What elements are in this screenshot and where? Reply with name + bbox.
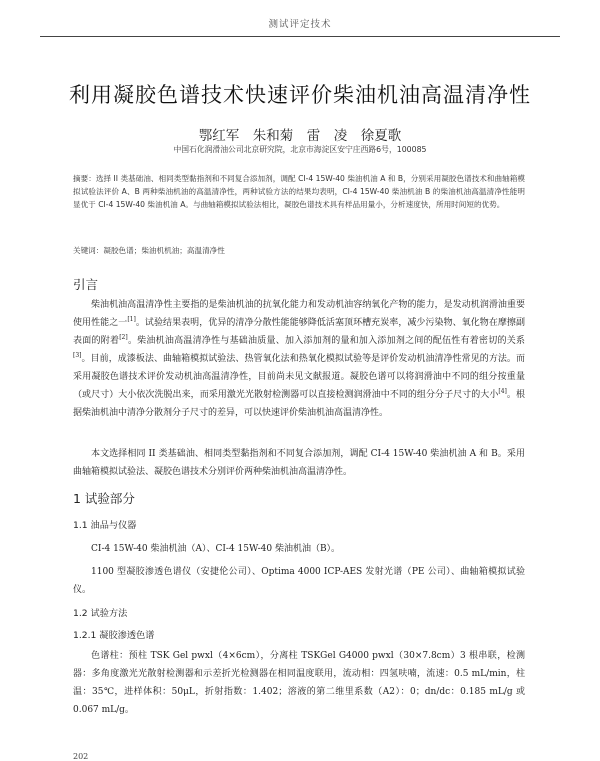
page-number: 202 bbox=[73, 752, 89, 761]
paper-title: 利用凝胶色谱技术快速评价柴油机油高温清净性 bbox=[69, 83, 531, 107]
keywords: 关键词：凝胶色谱；柴油机机油；高温清净性 bbox=[73, 246, 225, 255]
s11-paragraph-1: CI-4 15W-40 柴油机油（A）、CI-4 15W-40 柴油机油（B）。 bbox=[91, 544, 341, 554]
intro-paragraph-2: 本文选择相同 II 类基础油、相同类型黏指剂和不同复合添加剂，调配 CI-4 15W-40 柴油机油 A 和 B。采用曲轴箱模拟试验法、凝胶色谱技术分别评价两种柴油机油高温清净性。 bbox=[73, 449, 525, 477]
intro-p1-text-c: 。柴油机油高温清净性与基础油质量、加入添加剂的量和加入添加剂之间的配伍性有着密切的关系 bbox=[127, 336, 525, 346]
section-heading-1: 1 试验部分 bbox=[73, 491, 135, 506]
s11-paragraph-2: 1100 型凝胶渗透色谱仪（安捷伦公司）、Optima 4000 ICP-AES 发射光谱（PE 公司）、曲轴箱模拟试验仪。 bbox=[73, 567, 525, 595]
author-list: 鄂红军 朱和菊 雷 凌 徐夏歌 bbox=[198, 128, 402, 144]
citation-ref-4: [4] bbox=[498, 388, 507, 395]
citation-ref-3: [3] bbox=[73, 352, 82, 359]
affiliation: 中国石化润滑油公司北京研究院，北京市海淀区安宁庄西路6号，100085 bbox=[173, 145, 427, 154]
running-header: 测试评定技术 bbox=[40, 10, 560, 37]
abstract: 摘要：选择 II 类基础油、相同类型黏指剂和不同复合添加剂，调配 CI-4 15W-40 柴油机油 A 和 B，分别采用凝胶色谱技术和曲轴箱模拟试验法评价 A、B 两种柴油机油的高温清净性，两种试验方法的结果均表明，CI-4 15W-40 柴油机油 B 的柴油机油高温清净性能明显优于 CI-4 15W-40 柴油机油 A。与曲轴箱模拟试验法相比，凝胶色谱技术具有样品用量小，分析速度快，所用时间短的优势。 bbox=[73, 174, 525, 209]
section-heading-1-2: 1.2 试验方法 bbox=[73, 608, 128, 619]
section-heading-1-2-1: 1.2.1 凝胶渗透色谱 bbox=[73, 630, 155, 641]
intro-paragraph-1 bbox=[73, 296, 525, 422]
intro-p1-text-d: 。目前，成漆板法、曲轴箱模拟试验法、热管氧化法和热氧化模拟试验等是评价发动机油清净性常见的方法。而采用凝胶色谱技术评价发动机油高温清净性，目前尚未见文献报道。凝胶色谱可以将润滑油中不同的组分按重量（或尺寸）大小依次洗脱出来，而采用激光光散射检测器可以直接检测润滑油中不同的组分分子尺寸的大小 bbox=[73, 354, 525, 400]
s121-paragraph-1: 色谱柱：预柱 TSK Gel pwxl（4×6cm），分离柱 TSKGel G4000 pwxl（30×7.8cm）3 根串联，检测器：多角度激光光散射检测器和示差折光检测器在相同温度联用，流动相：四氢呋喃，流速：0.5 mL/min，柱温：35℃，进样体积：50μL，折射指数：1.402；溶液的第二维里系数（A2）：0；dn/dc：0.185 mL/g 或 0.067 mL/g。 bbox=[73, 651, 525, 715]
intro-p1-text-e: 。根据柴油机油中清净分散剂分子尺寸的差异，可以快速评价柴油机油高温清净性。 bbox=[73, 390, 525, 418]
section-heading-1-1: 1.1 油品与仪器 bbox=[73, 520, 137, 531]
intro-p1-text-b: 。试验结果表明，优异的清净分散性能能够降低活塞顶环槽充炭率，减少污染物、氧化物在摩擦副表面的附着 bbox=[73, 318, 525, 346]
citation-ref-1: [1] bbox=[127, 316, 136, 323]
section-heading-intro: 引言 bbox=[73, 277, 99, 292]
intro-p1-text-a: 柴油机油高温清净性主要指的是柴油机油的抗氧化能力和发动机油容纳氧化产物的能力，是发动机润滑油重要使用性能之一 bbox=[73, 300, 525, 328]
citation-ref-2: [2] bbox=[119, 334, 128, 341]
